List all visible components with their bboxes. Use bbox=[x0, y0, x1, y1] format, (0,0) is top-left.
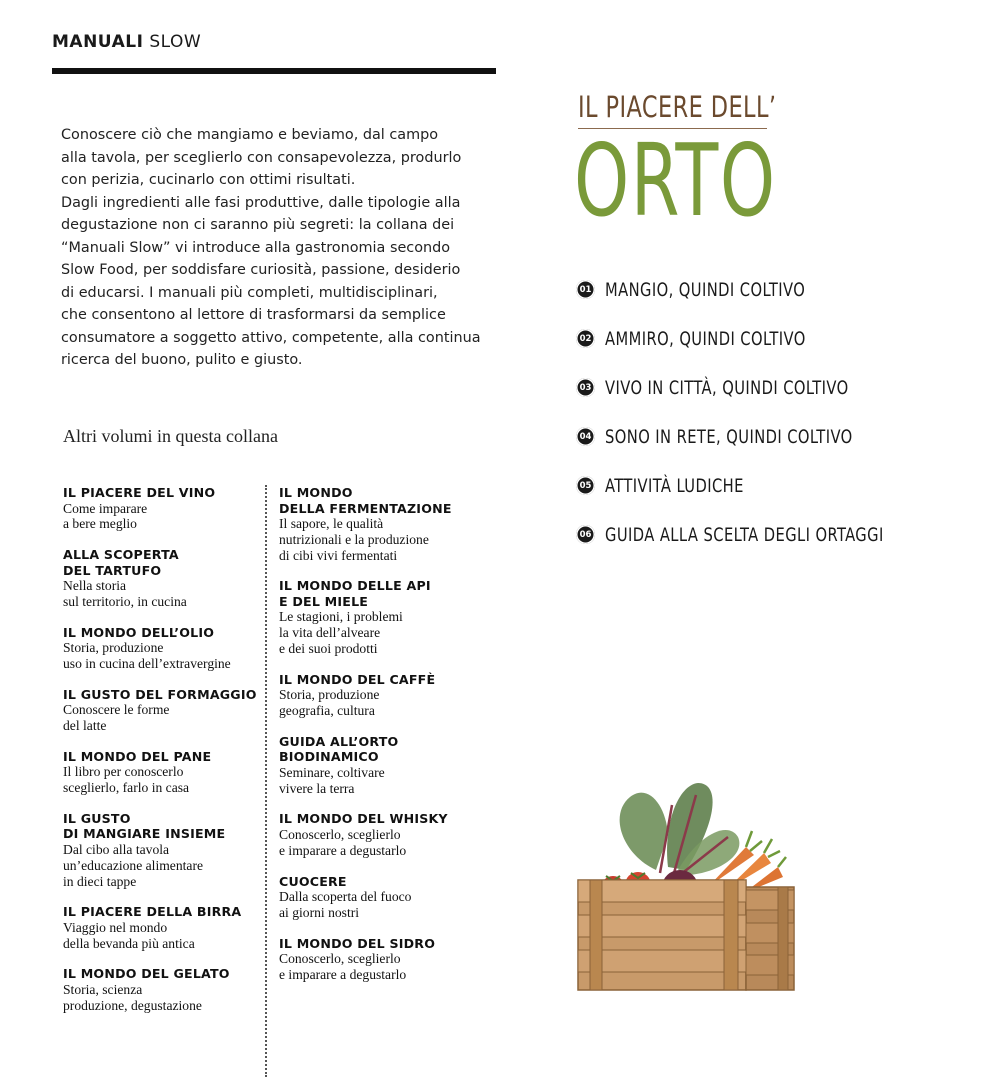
series-book-title: IL PIACERE DEL VINO bbox=[63, 485, 216, 500]
series-book-subtitle: Dalla scoperta del fuoco ai giorni nostri bbox=[279, 889, 412, 920]
series-book-subtitle: Storia, produzione geografia, cultura bbox=[279, 687, 380, 719]
series-book-title: IL MONDO DEL WHISKY bbox=[279, 811, 448, 827]
series-book-item bbox=[63, 904, 258, 951]
series-book-subtitle: Il libro per conoscerlo sceglierlo, farlo in casa bbox=[63, 764, 190, 796]
series-book-item bbox=[279, 936, 479, 983]
series-book-item bbox=[63, 811, 258, 889]
series-book-title: IL GUSTO DEL FORMAGGIO bbox=[63, 686, 257, 702]
series-book-item bbox=[63, 749, 258, 796]
series-book-title: ALLA SCOPERTA DEL TARTUFO bbox=[63, 547, 179, 578]
chapter-item bbox=[576, 314, 976, 363]
chapter-label: VIVO IN CITTÀ, QUINDI COLTIVO bbox=[605, 376, 849, 399]
series-book-item bbox=[279, 672, 479, 719]
series-book-item bbox=[63, 485, 258, 532]
cover-kicker: IL PIACERE DELL’ bbox=[578, 90, 777, 124]
series-book-subtitle: Viaggio nel mondo della bevanda più antica bbox=[63, 919, 195, 951]
chapter-label: ATTIVITÀ LUDICHE bbox=[605, 474, 744, 497]
series-book-item bbox=[279, 811, 479, 858]
chapter-number-badge: 05 bbox=[576, 476, 595, 495]
chapter-number-badge: 01 bbox=[576, 280, 595, 299]
chapter-label: SONO IN RETE, QUINDI COLTIVO bbox=[605, 425, 853, 448]
series-book-item bbox=[63, 547, 258, 610]
cover-title: ORTO bbox=[574, 122, 777, 239]
column-divider bbox=[265, 485, 267, 1077]
series-book-title: IL MONDO DELLE API E DEL MIELE bbox=[279, 578, 431, 609]
chapter-item bbox=[576, 363, 976, 412]
series-book-title: IL MONDO DELLA FERMENTAZIONE bbox=[279, 485, 452, 516]
series-book-subtitle: Conoscerlo, sceglierlo e imparare a degustarlo bbox=[279, 951, 407, 982]
series-book-title: IL GUSTO DI MANGIARE INSIEME bbox=[63, 810, 226, 842]
series-book-subtitle: Conoscere le forme del latte bbox=[63, 702, 170, 734]
series-book-item bbox=[63, 687, 258, 734]
series-book-item bbox=[63, 966, 258, 1013]
series-book-title: IL MONDO DEL SIDRO bbox=[279, 935, 436, 951]
intro-paragraph: Conoscere ciò che mangiamo e beviamo, dal campo alla tavola, per sceglierlo con consapevolezza, produrlo con perizia, cucinarlo con ottimi risultati. Dagli ingredienti alle fasi produttive, dalle tipologie alla degustazione non ci saranno più segreti: la collana dei “Manuali Slow” vi introduce alla gastronomia secondo Slow Food, per soddisfare curiosità, passione, desiderio di educarsi. I manuali più completi, multidisciplinari, che consentono al lettore di trasformarsi da semplice consumatore a soggetto attivo, competente, alla continua ricerca del buono, pulito e giusto. bbox=[61, 127, 481, 368]
chapter-list bbox=[576, 265, 976, 559]
series-list-heading: Altri volumi in questa collana bbox=[63, 426, 278, 446]
chapter-number-badge: 04 bbox=[576, 427, 595, 446]
chapter-label: AMMIRO, QUINDI COLTIVO bbox=[605, 327, 806, 350]
series-book-item bbox=[63, 625, 258, 672]
chapter-label: MANGIO, QUINDI COLTIVO bbox=[605, 278, 806, 301]
series-book-subtitle: Le stagioni, i problemi la vita dell’alveare e dei suoi prodotti bbox=[279, 609, 403, 656]
series-label-bold: MANUALI bbox=[52, 32, 144, 52]
series-book-subtitle: Dal cibo alla tavola un’educazione alimentare in dieci tappe bbox=[63, 841, 204, 889]
chapter-item bbox=[576, 265, 976, 314]
series-book-title: IL PIACERE DELLA BIRRA bbox=[63, 904, 242, 920]
chapter-number-badge: 06 bbox=[576, 525, 595, 544]
series-book-title: GUIDA ALL’ORTO BIODINAMICO bbox=[279, 733, 399, 765]
header-rule bbox=[52, 68, 496, 74]
series-list-right-column bbox=[279, 485, 479, 998]
series-book-subtitle: Seminare, coltivare vivere la terra bbox=[279, 764, 385, 796]
chapter-item bbox=[576, 461, 976, 510]
chapter-number-badge: 02 bbox=[576, 329, 595, 348]
chapter-label: GUIDA ALLA SCELTA DEGLI ORTAGGI bbox=[605, 523, 884, 546]
series-book-item bbox=[279, 874, 479, 921]
series-book-subtitle: Il sapore, le qualità nutrizionali e la produzione di cibi vivi fermentati bbox=[279, 516, 429, 563]
chapter-item bbox=[576, 510, 976, 559]
chapter-item bbox=[576, 412, 976, 461]
series-book-item bbox=[279, 578, 479, 656]
chapter-number-badge: 03 bbox=[576, 378, 595, 397]
series-book-subtitle: Come imparare a bere meglio bbox=[63, 500, 148, 532]
series-book-title: IL MONDO DEL PANE bbox=[63, 748, 212, 764]
series-label bbox=[52, 32, 201, 52]
series-list-left-column bbox=[63, 485, 258, 1029]
series-book-title: IL MONDO DEL GELATO bbox=[63, 966, 230, 982]
series-book-subtitle: Storia, produzione uso in cucina dell’extravergine bbox=[63, 640, 231, 671]
series-label-light: SLOW bbox=[149, 32, 202, 52]
series-book-title: IL MONDO DELL’OLIO bbox=[63, 624, 215, 640]
vegetable-crate-icon bbox=[568, 775, 804, 995]
series-book-subtitle: Storia, scienza produzione, degustazione bbox=[63, 981, 202, 1013]
series-book-subtitle: Nella storia sul territorio, in cucina bbox=[63, 578, 187, 609]
series-book-item bbox=[279, 485, 479, 563]
series-book-subtitle: Conoscerlo, sceglierlo e imparare a degustarlo bbox=[279, 826, 407, 858]
series-book-item bbox=[279, 734, 479, 797]
series-book-title: IL MONDO DEL CAFFÈ bbox=[279, 671, 436, 687]
series-book-title: CUOCERE bbox=[279, 873, 347, 889]
